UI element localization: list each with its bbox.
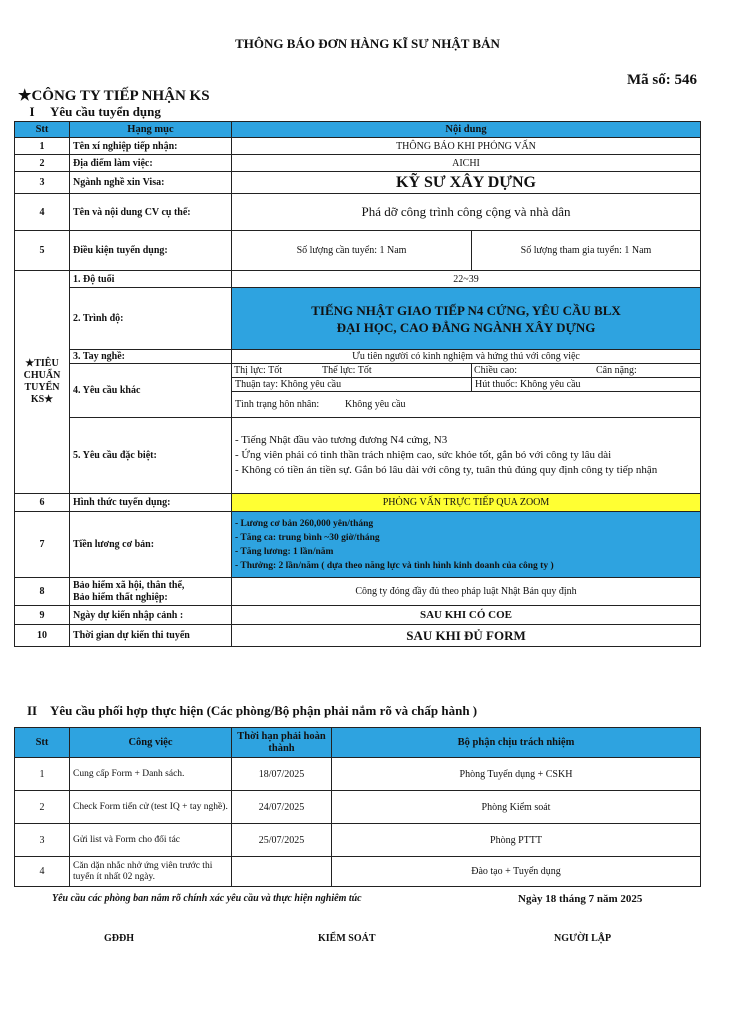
table-row: [15, 194, 701, 231]
salary-details: [232, 512, 701, 578]
table-row: [15, 418, 701, 494]
section-1-heading: [14, 104, 161, 120]
height-label: Chiều cao:: [474, 365, 518, 376]
recruitment-form-value: PHỎNG VẤN TRỰC TIẾP QUA ZOOM: [232, 494, 701, 512]
table-row: [15, 857, 701, 887]
exam-time-value: SAU KHI ĐỦ FORM: [232, 625, 701, 647]
table-row: [15, 231, 701, 271]
table-row: [15, 512, 701, 578]
table-row: [15, 758, 701, 791]
coordination-table: [14, 727, 701, 887]
education-line-2: ĐẠI HỌC, CAO ĐẲNG NGÀNH XÂY DỰNG: [336, 319, 596, 335]
footer-date: Ngày 18 tháng 7 năm 2025: [518, 893, 643, 905]
row-label: Địa điểm làm việc:: [70, 155, 232, 172]
criteria-label: ★TIÊU CHUẨN TUYỂN KS★: [15, 271, 70, 494]
task-cell: Căn dặn nhắc nhở ứng viên trước thi tuyển ít nhất 02 ngày.: [70, 857, 232, 887]
row-label: Ngành nghề xin Visa:: [70, 172, 232, 194]
quota-needed: Số lượng cần tuyển: 1 Nam: [232, 231, 472, 271]
row-label: Thời gian dự kiến thi tuyển: [70, 625, 232, 647]
weight-label: Cân nặng:: [596, 365, 637, 376]
salary-line: - Lương cơ bản 260,000 yên/tháng: [235, 518, 374, 529]
salary-line: - Tăng lương: 1 lần/năm: [235, 546, 334, 557]
table-row: [15, 155, 701, 172]
row-label: [70, 578, 232, 606]
age-value: 22~39: [232, 271, 701, 288]
special-line: - Tiếng Nhật đầu vào tương đương N4 cứng, N3: [235, 434, 448, 446]
row-label: Tên và nội dung CV cụ thể:: [70, 194, 232, 231]
row-label: 2. Trình độ:: [70, 288, 232, 350]
col-header-task: Công việc: [70, 728, 232, 758]
section-1-title: Yêu cầu tuyển dụng: [50, 104, 161, 119]
signature-director: GĐĐH: [104, 933, 134, 944]
deadline-cell: 24/07/2025: [232, 791, 332, 824]
row-label: Điều kiện tuyển dụng:: [70, 231, 232, 271]
row-stt: 8: [15, 578, 70, 606]
department-cell: Phòng Tuyển dụng + CSKH: [332, 758, 701, 791]
table-row: [15, 625, 701, 647]
table-row: [15, 350, 701, 364]
row-stt: 9: [15, 606, 70, 625]
row-stt: 10: [15, 625, 70, 647]
salary-line: - Thưởng: 2 lần/năm ( dựa theo năng lực và tình hình kinh doanh của công ty ): [235, 560, 554, 571]
insurance-label-line: Bảo hiểm xã hội, thân thể,: [73, 579, 185, 591]
row-stt: 2: [15, 791, 70, 824]
eyesight-value: Thị lực: Tốt: [234, 365, 283, 376]
smoking-value: Hút thuốc: Không yêu cầu: [472, 378, 701, 392]
table-row: [15, 138, 701, 155]
table-row: [15, 364, 701, 378]
recruitment-requirements-table: [14, 121, 701, 647]
department-cell: Phòng PTTT: [332, 824, 701, 857]
order-code: Mã số: 546: [627, 72, 697, 88]
marital-label: Tình trạng hôn nhân:: [235, 399, 320, 410]
row-stt: 7: [15, 512, 70, 578]
table-row: [15, 494, 701, 512]
row-stt: 6: [15, 494, 70, 512]
section-2-number: II: [26, 703, 38, 718]
footer-note: Yêu cầu các phòng ban nắm rõ chính xác yêu cầu và thực hiện nghiêm túc: [52, 893, 362, 904]
row-stt: 2: [15, 155, 70, 172]
row-stt: 4: [15, 857, 70, 887]
row-stt: 3: [15, 172, 70, 194]
row-stt: 1: [15, 138, 70, 155]
section-2-title: Yêu cầu phối hợp thực hiện (Các phòng/Bộ phận phải nắm rõ và chấp hành ): [50, 703, 478, 718]
table-row: [15, 606, 701, 625]
row-stt: 4: [15, 194, 70, 231]
table-row: [15, 824, 701, 857]
education-line-1: TIẾNG NHẬT GIAO TIẾP N4 CỨNG, YÊU CẦU BLX: [311, 302, 621, 318]
row-label: 3. Tay nghề:: [70, 350, 232, 364]
handedness-value: Thuận tay: Không yêu cầu: [232, 378, 472, 392]
col-header-department: Bộ phận chịu trách nhiệm: [332, 728, 701, 758]
deadline-cell: 25/07/2025: [232, 824, 332, 857]
salary-line: - Tăng ca: trung bình ~30 giờ/tháng: [235, 532, 380, 543]
visa-job-value: KỸ SƯ XÂY DỰNG: [232, 172, 701, 194]
education-value: [232, 288, 701, 350]
row-label: 5. Yêu cầu đặc biệt:: [70, 418, 232, 494]
skill-value: Ưu tiên người có kinh nghiệm và hứng thú với công việc: [232, 350, 701, 364]
col-header-deadline: Thời hạn phải hoàn thành: [232, 728, 332, 758]
insurance-value: Công ty đóng đầy đủ theo pháp luật Nhật Bản quy định: [232, 578, 701, 606]
special-line: - Ứng viên phải có tinh thần trách nhiệm cao, sức khỏe tốt, gắn bó với công ty lâu dài: [235, 449, 612, 461]
row-label: 1. Độ tuổi: [70, 271, 232, 288]
row-stt: 3: [15, 824, 70, 857]
quota-participants: Số lượng tham gia tuyển: 1 Nam: [472, 231, 701, 271]
col-header-stt: Stt: [15, 728, 70, 758]
row-value: AICHI: [232, 155, 701, 172]
table-row: [15, 791, 701, 824]
col-header-content: Nội dung: [232, 122, 701, 138]
row-stt: 5: [15, 231, 70, 271]
signature-preparer: NGƯỜI LẬP: [554, 933, 612, 944]
section-2-heading: [14, 703, 477, 719]
row-value: Phá dỡ công trình công cộng và nhà dân: [232, 194, 701, 231]
table-row: [15, 271, 701, 288]
row-label: Tiền lương cơ bản:: [70, 512, 232, 578]
deadline-cell: [232, 857, 332, 887]
row-stt: 1: [15, 758, 70, 791]
row-label: 4. Yêu cầu khác: [70, 364, 232, 418]
row-label: Tên xí nghiệp tiếp nhận:: [70, 138, 232, 155]
entry-date-value: SAU KHI CÓ COE: [232, 606, 701, 625]
document-title: THÔNG BÁO ĐƠN HÀNG KĨ SƯ NHẬT BẢN: [235, 36, 500, 51]
task-cell: Check Form tiến cử (test IQ + tay nghề).: [70, 791, 232, 824]
marital-cell: [232, 392, 701, 418]
task-cell: Gửi list và Form cho đối tác: [70, 824, 232, 857]
table-row: [15, 172, 701, 194]
signature-control: KIỂM SOÁT: [318, 933, 376, 944]
col-header-item: Hạng mục: [70, 122, 232, 138]
row-label: Ngày dự kiến nhập cảnh :: [70, 606, 232, 625]
special-requirements: [232, 418, 701, 494]
marital-value: Không yêu cầu: [345, 399, 406, 410]
special-line: - Không có tiền án tiền sự. Gắn bó lâu dài với công ty, tuân thủ đúng quy định công ty tiếp nhận: [235, 464, 658, 476]
insurance-label-line: Bảo hiểm thất nghiệp:: [73, 591, 168, 603]
col-header-stt: Stt: [15, 122, 70, 138]
department-cell: Đào tạo + Tuyển dụng: [332, 857, 701, 887]
deadline-cell: 18/07/2025: [232, 758, 332, 791]
company-heading: ★CÔNG TY TIẾP NHẬN KS: [18, 88, 210, 104]
fitness-value: Thể lực: Tốt: [322, 365, 372, 376]
table-row: [15, 578, 701, 606]
row-value: THÔNG BÁO KHI PHỎNG VẤN: [232, 138, 701, 155]
department-cell: Phòng Kiểm soát: [332, 791, 701, 824]
task-cell: Cung cấp Form + Danh sách.: [70, 758, 232, 791]
eyesight-fitness-cell: [232, 364, 472, 378]
height-weight-cell: [472, 364, 701, 378]
row-label: Hình thức tuyển dụng:: [70, 494, 232, 512]
section-1-number: I: [29, 104, 35, 119]
table-row: [15, 288, 701, 350]
